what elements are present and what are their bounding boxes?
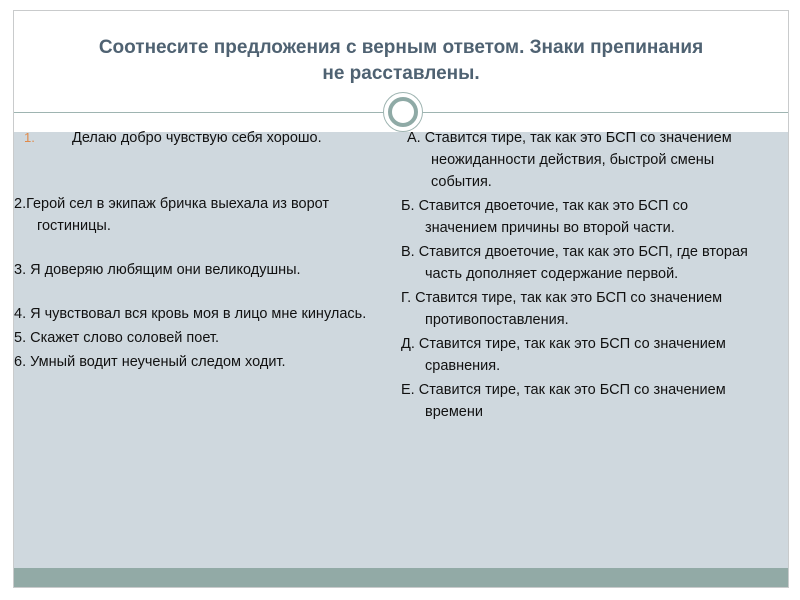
sentence-item-1	[24, 127, 384, 149]
circle-ring-inner	[388, 97, 418, 127]
answer-item-g: Г. Ставится тире, так как это БСП со значением противопоставления.	[401, 290, 723, 328]
sentence-text: Делаю добро чувствую себя хорошо.	[72, 130, 322, 146]
sentence-item-6: 6. Умный водит неученый следом ходит.	[14, 354, 286, 370]
answer-item-d: Д. Ставится тире, так как это БСП со значением сравнения.	[401, 336, 726, 374]
footer-bar	[14, 568, 788, 588]
answer-item-a: А. Ставится тире, так как это БСП со значением неожиданности действия, быстрой смены события.	[407, 130, 732, 190]
answer-item-v: В. Ставится двоеточие, так как это БСП, где вторая часть дополняет содержание первой.	[401, 244, 748, 282]
sentences-column	[14, 127, 384, 373]
sentence-item-3: 3. Я доверяю любящим они великодушны.	[14, 262, 301, 278]
slide-title	[14, 35, 788, 87]
sentence-item-4: 4. Я чувствовал вся кровь моя в лицо мне кинулась.	[14, 306, 367, 322]
answer-item-b: Б. Ставится двоеточие, так как это БСП со значением причины во второй части.	[401, 198, 689, 236]
title-line-2: не расставлены.	[322, 63, 480, 84]
answers-column	[401, 127, 756, 423]
title-line-1: Соотнесите предложения с верным ответом. Знаки препинания	[98, 37, 704, 58]
sentence-item-2: 2.Герой сел в экипаж бричка выехала из ворот гостиницы.	[14, 196, 330, 234]
sentence-item-5: 5. Скажет слово соловей поет.	[14, 330, 219, 346]
list-number: 1.	[24, 130, 35, 145]
answer-item-e: Е. Ставится тире, так как это БСП со значением времени	[401, 382, 726, 420]
circle-ring-icon	[383, 92, 423, 132]
